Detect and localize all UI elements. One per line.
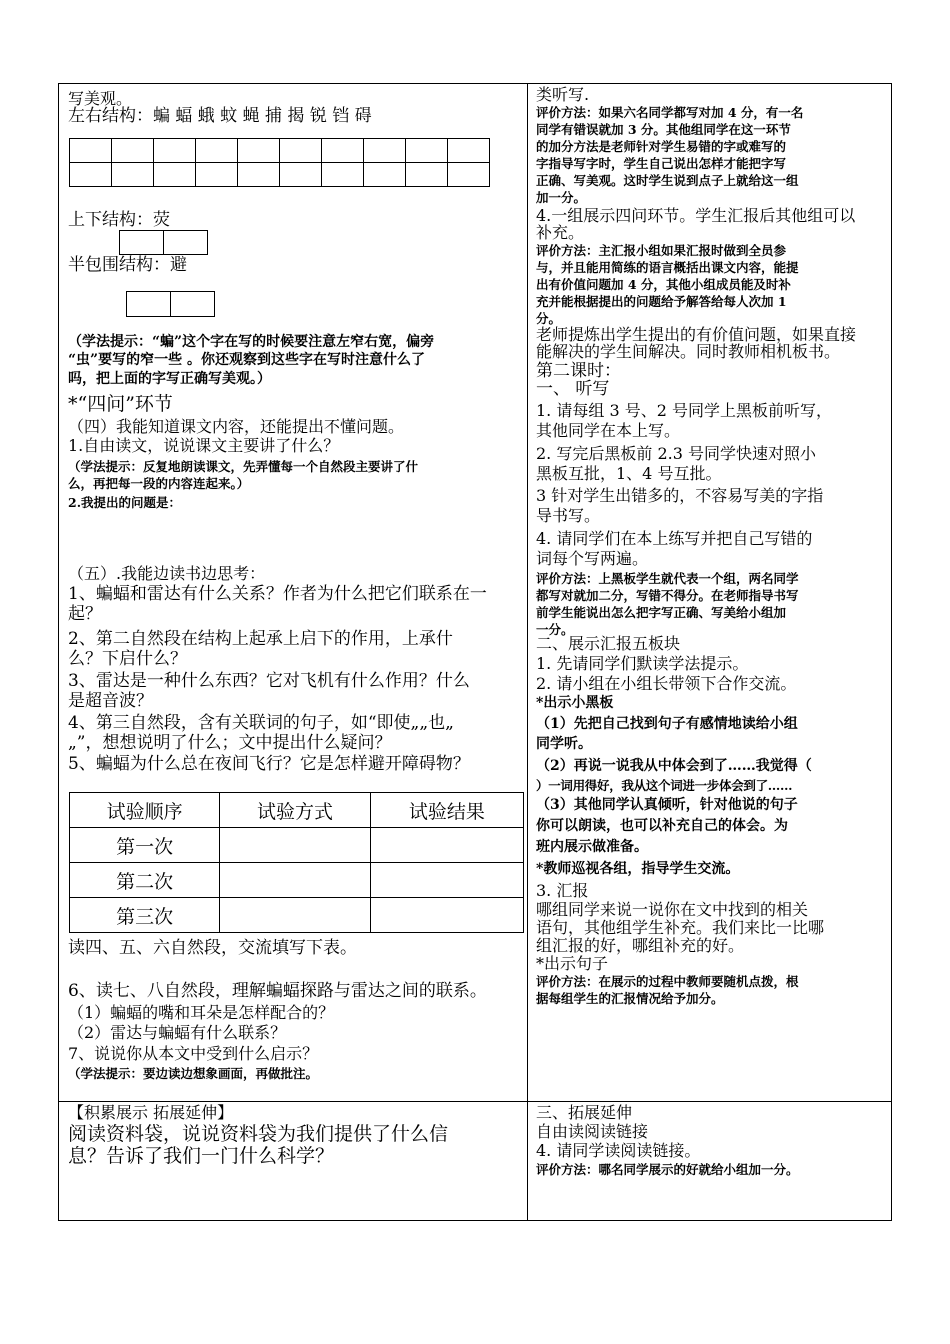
- text-line: 上下结构：荧: [68, 210, 170, 230]
- text-line: 4. 请同学们在本上练写并把自己写错的: [536, 529, 813, 548]
- text-line: 3、雷达是一种什么东西？它对飞机有什么作用？什么: [68, 671, 470, 691]
- bottom-left-cell: [68, 1102, 523, 1220]
- text-line: （学法提示：要边读边想象画面，再做批注。: [68, 1066, 319, 1081]
- table-row: [70, 863, 524, 898]
- text-line: *出示句子: [536, 954, 609, 973]
- text-line: 6、读七、八自然段，理解蝙蝠探路与雷达之间的联系。: [68, 981, 487, 1001]
- text-line: 2.我提出的问题是：: [68, 495, 182, 510]
- text-line: 与，并且能用简练的语言概括出课文内容，能提: [536, 260, 799, 275]
- text-line: *出示小黑板: [536, 695, 614, 711]
- text-line: 4、第三自然段，含有关联词的句子，如“即使„„也„: [68, 713, 454, 733]
- text-line: 前学生能说出怎么把字写正确、写美给小组加: [536, 605, 787, 620]
- text-line: 5、蝙蝠为什么总在夜间飞行？它是怎样避开障碍物？: [68, 754, 470, 774]
- text-line: 你可以朗读，也可以补充自己的体会。为: [536, 818, 788, 834]
- lesson-plan-table: [58, 83, 892, 1221]
- text-line: （2）雷达与蝙蝠有什么联系？: [68, 1023, 287, 1042]
- bottom-right-cell: [536, 1102, 886, 1220]
- table-cell[interactable]: [220, 898, 370, 933]
- text-line: 其他同学在本上写。: [536, 421, 681, 440]
- table-header: 试验方式: [220, 793, 370, 828]
- text-line: 都写对就加二分，写错不得分。在老师指导书写: [536, 588, 799, 603]
- text-line: 左右结构：蝙 蝠 蛾 蚊 蝇 捕 揭 锐 铛 碍: [68, 106, 372, 126]
- text-line: 3 针对学生出错多的，不容易写美的字指: [536, 486, 824, 505]
- text-line: 么，再把每一段的内容连起来。）: [68, 476, 250, 491]
- text-line: （1）蝙蝠的嘴和耳朵是怎样配合的？: [68, 1003, 335, 1022]
- table-cell[interactable]: [370, 863, 523, 898]
- text-line: 评价方法：上黑板学生就代表一个组，两名同学: [536, 571, 799, 586]
- text-line: 1、蝙蝠和雷达有什么关系？作者为什么把它们联系在一: [68, 584, 487, 604]
- text-line: 吗，把上面的字写正确写美观。）: [68, 371, 271, 387]
- text-line: 补充。: [536, 223, 585, 242]
- writing-grid: [126, 291, 215, 317]
- text-line: 2. 写完后黑板前 2.3 号同学快速对照小: [536, 444, 816, 463]
- text-line: （2）再说一说我从中体会到了……我觉得（: [536, 758, 812, 774]
- text-line: 老师提炼出学生提出的有价值问题，如果直接: [536, 325, 857, 344]
- text-line: 二、展示汇报五板块: [536, 634, 681, 653]
- text-line: 起？: [68, 604, 102, 624]
- text-line: 同学听。: [536, 736, 592, 752]
- text-line: 评价方法：哪名同学展示的好就给小组加一分。: [536, 1162, 799, 1177]
- text-line: 能解决的学生间解决。同时教师相机板书。: [536, 342, 841, 361]
- text-line: （五）.我能边读书边思考：: [68, 564, 266, 583]
- text-line: 充并能根据提出的问题给予解答给每人次加 1: [536, 294, 787, 309]
- table-cell: 第二次: [70, 863, 220, 898]
- text-line: *教师巡视各组，指导学生交流。: [536, 861, 740, 877]
- text-line: 1.自由读文，说说课文主要讲了什么？: [68, 436, 340, 455]
- text-line: 1. 请每组 3 号、2 号同学上黑板前听写，: [536, 401, 832, 420]
- text-line: 2、第二自然段在结构上起承上启下的作用，上承什: [68, 629, 453, 649]
- text-line: 哪组同学来说一说你在文中找到的相关: [536, 900, 809, 919]
- text-line: 类听写.: [536, 85, 590, 104]
- table-cell[interactable]: [370, 898, 523, 933]
- text-line: 阅读资料袋，说说资料袋为我们提供了什么信: [68, 1123, 449, 1145]
- writing-grid: [69, 138, 490, 187]
- section-heading: 三、拓展延伸: [536, 1103, 633, 1122]
- text-line: 评价方法：主汇报小组如果汇报时做到全员参: [536, 243, 787, 258]
- column-divider: [527, 84, 528, 1220]
- text-line: 出有价值问题加 4 分，其他小组成员能及时补: [536, 277, 791, 292]
- text-line: „”，想想说明了什么；文中提出什么疑问？: [68, 733, 392, 753]
- table-cell[interactable]: [220, 828, 370, 863]
- text-line: 么？下启什么？: [68, 649, 187, 669]
- text-line: 半包围结构：避: [68, 255, 187, 275]
- text-line: （1）先把自己找到句子有感情地读给小组: [536, 716, 798, 732]
- writing-grid: [119, 230, 208, 255]
- text-line: 3. 汇报: [536, 881, 589, 900]
- text-line: 同学有错误就加 3 分。其他组同学在这一环节: [536, 122, 791, 137]
- table-header: 试验结果: [370, 793, 523, 828]
- table-cell[interactable]: [220, 863, 370, 898]
- left-column: [68, 84, 523, 1099]
- text-line: ）一词用得好，我从这个词进一步体会到了……: [536, 778, 793, 793]
- text-line: 评价方法：在展示的过程中教师要随机点拨，根: [536, 974, 799, 989]
- text-line: （学法提示：反复地朗读课文，先弄懂每一个自然段主要讲了什: [68, 459, 419, 474]
- text-line: 黑板互批，1、4 号互批。: [536, 464, 722, 483]
- text-line: 语句，其他组学生补充。我们来比一比哪: [536, 918, 825, 937]
- text-line: （四）我能知道课文内容，还能提出不懂问题。: [68, 417, 405, 436]
- section-heading: 【积累展示 拓展延伸】: [68, 1103, 234, 1122]
- text-line: 评价方法：如果六名同学都写对加 4 分，有一名: [536, 105, 804, 120]
- text-line: 2. 请小组在小组长带领下合作交流。: [536, 674, 797, 693]
- text-line: 正确、写美观。这时学生说到点子上就给这一组: [536, 173, 799, 188]
- text-line: 第二课时：: [536, 361, 621, 381]
- text-line: 加一分。: [536, 190, 587, 205]
- table-cell[interactable]: [370, 828, 523, 863]
- text-line: 自由读阅读链接: [536, 1122, 649, 1141]
- text-line: 一分。: [536, 622, 574, 637]
- text-line: 是超音波？: [68, 691, 153, 711]
- table-header-row: [70, 793, 524, 828]
- table-row: [70, 898, 524, 933]
- text-line: 字指导写字时，学生自己说出怎样才能把字写: [536, 156, 787, 171]
- text-line: “虫”要写的窄一些 。你还观察到这些字在写时注意什么了: [68, 352, 425, 368]
- text-line: 组汇报的好，哪组补充的好。: [536, 936, 745, 955]
- text-line: （学法提示：“蝙”这个字在写的时候要注意左窄右宽，偏旁: [68, 334, 435, 350]
- text-line: 一、 听写: [536, 379, 610, 399]
- text-line: 导书写。: [536, 506, 601, 525]
- text-line: 据每组学生的汇报情况给予加分。: [536, 991, 724, 1006]
- text-line: 的加分方法是老师针对学生易错的字或难写的: [536, 139, 787, 154]
- text-line: 4.一组展示四问环节。学生汇报后其他组可以: [536, 206, 856, 225]
- text-line: 班内展示做准备。: [536, 839, 648, 855]
- text-line: （3）其他同学认真倾听，针对他说的句子: [536, 797, 798, 813]
- right-column: [536, 84, 886, 1099]
- table-row: [70, 828, 524, 863]
- table-cell: 第三次: [70, 898, 220, 933]
- text-line: 分。: [536, 311, 562, 326]
- table-cell: 第一次: [70, 828, 220, 863]
- text-line: 词每个写两遍。: [536, 549, 649, 568]
- text-line: 写美观。: [68, 89, 133, 108]
- text-line: 7、说说你从本文中受到什么启示？: [68, 1044, 319, 1063]
- text-line: 4. 请同学读阅读链接。: [536, 1141, 701, 1160]
- text-line: 息？告诉了我们一门什么科学？: [68, 1145, 335, 1167]
- text-line: 1. 先请同学们默读学法提示。: [536, 654, 749, 673]
- text-line: *“四问”环节: [68, 393, 173, 415]
- table-header: 试验顺序: [70, 793, 220, 828]
- experiment-table: [69, 792, 524, 933]
- text-line: 读四、五、六自然段，交流填写下表。: [68, 938, 357, 958]
